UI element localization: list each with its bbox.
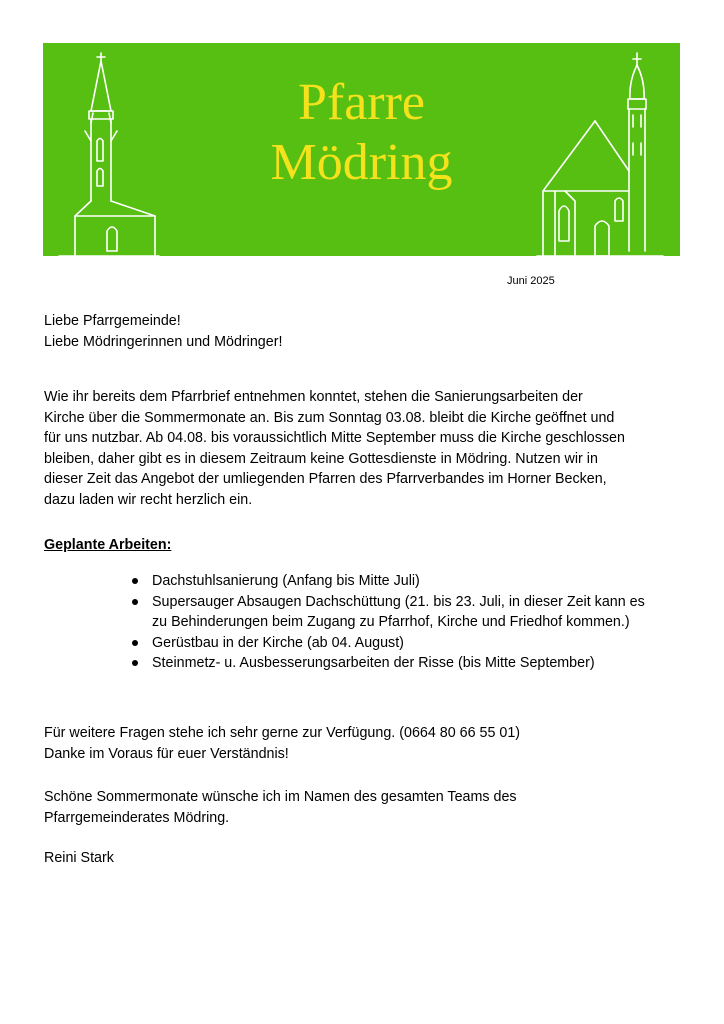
paragraph-line: Kirche über die Sommermonate an. Bis zum Sonntag 03.08. bleibt die Kirche geöffnet und <box>44 409 615 426</box>
list-item: Gerüstbau in der Kirche (ab 04. August) <box>128 633 645 654</box>
letter-date: Juni 2025 <box>507 275 555 287</box>
header-banner <box>43 43 680 256</box>
list-item: Steinmetz- u. Ausbesserungsarbeiten der Risse (bis Mitte September) <box>128 653 645 674</box>
paragraph-line: Pfarrgemeinderates Mödring. <box>44 809 230 826</box>
greeting <box>44 311 282 352</box>
list-item <box>128 592 645 633</box>
paragraph-line: Danke im Voraus für euer Verständnis! <box>44 745 289 762</box>
works-heading: Geplante Arbeiten: <box>44 537 172 553</box>
signature: Reini Stark <box>44 850 114 866</box>
greeting-line: Liebe Mödringerinnen und Mödringer! <box>44 333 283 350</box>
church-icon <box>535 51 665 256</box>
paragraph-line: bleiben, daher gibt es in diesem Zeitraum keine Gottesdienste in Mödring. Nutzen wir in <box>44 450 598 467</box>
paragraph-line: dieser Zeit das Angebot der umliegenden Pfarren des Pfarrverbandes im Horner Becken, <box>44 471 607 488</box>
contact-paragraph <box>44 723 520 764</box>
paragraph-line: dazu laden wir recht herzlich ein. <box>44 491 253 508</box>
closing-paragraph <box>44 787 517 828</box>
paragraph-line: Für weitere Fragen stehe ich sehr gerne zur Verfügung. (0664 80 66 55 01) <box>44 725 521 741</box>
works-list <box>128 571 645 674</box>
banner-title-line2: Mödring <box>270 134 453 191</box>
greeting-line: Liebe Pfarrgemeinde! <box>44 313 181 329</box>
banner-title-line1: Pfarre <box>297 74 426 131</box>
paragraph-line: Wie ihr bereits dem Pfarrbrief entnehmen konntet, stehen die Sanierungsarbeiten der <box>44 389 583 405</box>
list-item: Dachstuhlsanierung (Anfang bis Mitte Juli) <box>128 571 645 592</box>
list-item-line: Supersauger Absaugen Dachschüttung (21. bis 23. Juli, in dieser Zeit kann es <box>152 593 645 610</box>
intro-paragraph <box>44 387 625 511</box>
paragraph-line: für uns nutzbar. Ab 04.08. bis voraussichtlich Mitte September muss die Kirche geschlossen <box>44 430 625 447</box>
paragraph-line: Schöne Sommermonate wünsche ich im Namen des gesamten Teams des <box>44 789 517 805</box>
list-item-line: zu Behinderungen beim Zugang zu Pfarrhof, Kirche und Friedhof kommen.) <box>152 614 630 631</box>
